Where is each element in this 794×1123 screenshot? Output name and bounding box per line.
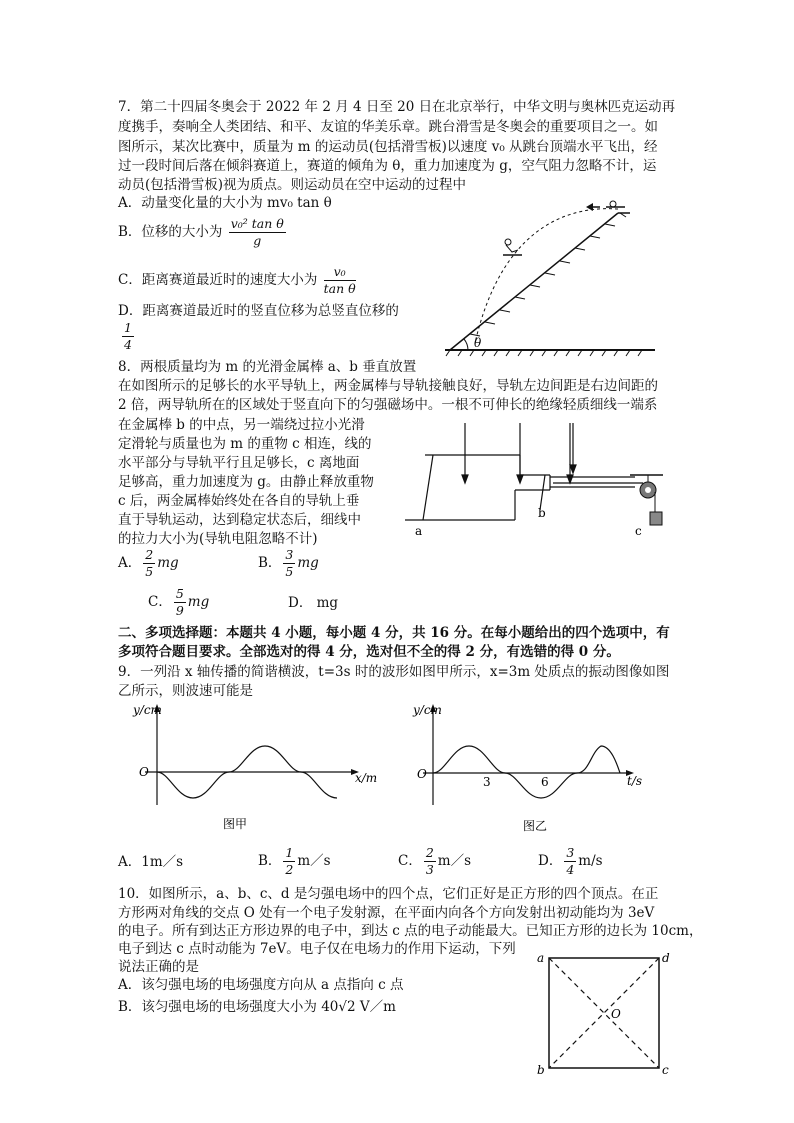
vertex-b: b xyxy=(537,1063,545,1077)
fig2-tick-6: 6 xyxy=(541,775,549,789)
q8-line-9: 直于导轨运动，达到稳定状态后，细线中 xyxy=(118,512,361,528)
section2-line-1: 二、多项选择题：本题共 4 小题，每小题 4 分，共 16 分。在每小题给出的四个选项中，有 xyxy=(118,625,670,641)
q10-line-5: 说法正确的是 xyxy=(118,959,199,975)
q8-option-b: B． $\frac{3}{5}$ mg xyxy=(258,547,319,579)
label-c: c xyxy=(635,524,642,538)
q7-option-c-text: C．距离赛道最近时的速度大小为 xyxy=(118,272,318,288)
q7-line-5: 动员(包括滑雪板)视为质点。则运动员在空中运动的过程中 xyxy=(118,177,467,193)
q8-line-3: 2 倍，两导轨所在的区域处于竖直向下的匀强磁场中。一根不可伸长的绝缘轻质细线一端系 xyxy=(118,397,658,413)
rails-figure xyxy=(405,415,675,540)
q7-option-b-fraction: $\frac{\text{v₀² tan θ}}{g}$ xyxy=(230,216,284,248)
q8-line-4: 在金属棒 b 的中点，另一端绕过拉小光滑 xyxy=(118,417,365,433)
q7-option-a: A．动量变化量的大小为 mv₀ tan θ xyxy=(118,195,332,211)
q8-option-d: D． mg xyxy=(288,595,339,611)
q9-line-1: 9．一列沿 x 轴传播的简谐横波，t=3s 时的波形如图甲所示，x=3m 处质点的振动图像如图 xyxy=(118,664,670,680)
q8-line-8: c 后，两金属棒始终处在各自的导轨上垂 xyxy=(118,493,360,509)
q8-line-10: 的拉力大小为(导轨电阻忽略不计) xyxy=(118,531,318,547)
label-a: a xyxy=(415,524,423,538)
q9-option-d: D． $\frac{3}{4}$ m/s xyxy=(538,845,603,877)
vibration-figure-yi xyxy=(405,700,645,840)
q7-line-3: 图所示，某次比赛中，质量为 m 的运动员(包括滑雪板)以速度 v₀ 从跳台顶端水平飞出，经 xyxy=(118,139,658,155)
label-b: b xyxy=(538,506,546,520)
q9-option-b: B． $\frac{1}{2}$ m／s xyxy=(258,845,331,877)
square-figure xyxy=(535,948,675,1078)
q8-option-a: A． $\frac{2}{5}$ mg xyxy=(118,547,179,579)
fig1-xlabel: x/m xyxy=(355,771,378,785)
fig2-xlabel: t/s xyxy=(627,774,643,788)
fig2-caption: 图乙 xyxy=(523,819,548,833)
q10-line-3: 的电子。所有到达正方形边界的电子中，到达 c 点的电子动能最大。已知正方形的边长为 10cm， xyxy=(118,923,703,939)
vertex-a: a xyxy=(537,951,545,965)
q8-line-5: 定滑轮与质量也为 m 的重物 c 相连，线的 xyxy=(118,436,372,452)
section2-line-2: 多项符合题目要求。全部选对的得 4 分，选对但不全的得 2 分，有选错的得 0 分。 xyxy=(118,644,620,660)
q7-option-d-fraction: $\frac{1}{4}$ xyxy=(124,320,132,352)
q10-option-a: A．该匀强电场的电场强度方向从 a 点指向 c 点 xyxy=(118,977,404,993)
q7-option-d: D．距离赛道最近时的竖直位移为总竖直位移的 xyxy=(118,303,399,319)
fig2-ylabel: y/cm xyxy=(413,703,442,717)
q7-line-4: 过一段时间后落在倾斜赛道上，赛道的倾角为 θ，重力加速度为 g，空气阻力忽略不计，运 xyxy=(118,158,657,174)
q9-option-a: A．1m／s xyxy=(118,854,184,870)
fig1-ylabel: y/cm xyxy=(133,703,162,717)
ski-jump-figure xyxy=(440,195,660,360)
center-o: O xyxy=(611,1007,621,1021)
q8-line-7: 足够高，重力加速度为 g。由静止释放重物 xyxy=(118,474,374,490)
q7-option-c-fraction: $\frac{\text{v₀}}{\text{tan θ}}$ xyxy=(323,264,356,296)
q7-line-2: 度携手，奏响全人类团结、和平、友谊的华美乐章。跳台滑雪是冬奥会的重要项目之一。如 xyxy=(118,119,658,135)
q8-line-6: 水平部分与导轨平行且足够长，c 离地面 xyxy=(118,455,360,471)
fig2-tick-3: 3 xyxy=(483,775,491,789)
theta-label: θ xyxy=(474,336,482,350)
q8-line-1: 8．两根质量均为 m 的光滑金属棒 a、b 垂直放置 xyxy=(118,359,417,375)
q8-option-c: C． $\frac{5}{9}$ mg xyxy=(148,586,210,618)
q7-option-b-text: B．位移的大小为 xyxy=(118,224,223,240)
fig1-origin: O xyxy=(139,765,149,779)
fig1-caption: 图甲 xyxy=(223,817,248,831)
q10-line-4: 电子到达 c 点时动能为 7eV。电子仅在电场力的作用下运动，下列 xyxy=(118,941,516,957)
q7-option-c xyxy=(118,264,358,297)
q10-option-b: B．该匀强电场的电场强度大小为 40√2 V／m xyxy=(118,999,396,1015)
q10-line-2: 方形两对角线的交点 O 处有一个电子发射源，在平面内向各个方向发射出初动能均为 3eV xyxy=(118,905,655,921)
q7-line-1: 7．第二十四届冬奥会于 2022 年 2 月 4 日至 20 日在北京举行，中华文明与奥林匹克运动再 xyxy=(118,99,676,115)
q9-line-2: 乙所示，则波速可能是 xyxy=(118,683,253,699)
q8-line-2: 在如图所示的足够长的水平导轨上，两金属棒与导轨接触良好，导轨左边间距是右边间距的 xyxy=(118,378,658,394)
vertex-d: d xyxy=(662,951,670,965)
wave-figure-jia xyxy=(125,700,378,840)
q7-option-b xyxy=(118,216,288,249)
q9-option-c: C． $\frac{2}{3}$ m／s xyxy=(398,845,472,877)
vertex-c: c xyxy=(662,1063,669,1077)
q10-line-1: 10．如图所示，a、b、c、d 是匀强电场中的四个点，它们正好是正方形的四个顶点。在正 xyxy=(118,886,659,902)
fig2-origin: O xyxy=(417,767,427,781)
